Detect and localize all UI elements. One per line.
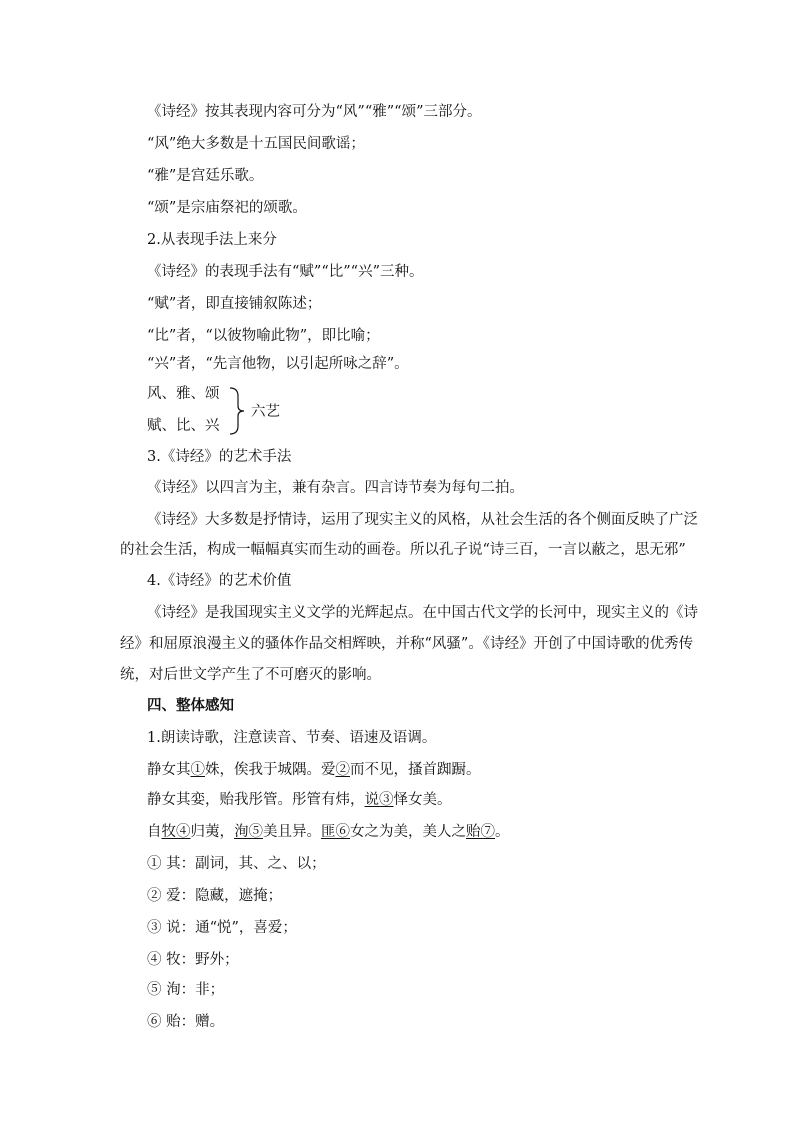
annotation-item: ② 爱：隐藏，遮掩； [147, 888, 283, 904]
section-heading: 4.《诗经》的艺术价值 [147, 573, 292, 589]
annotation-item: ③ 说：通“悦”，喜爱； [147, 920, 297, 936]
text-line: 《诗经》按其表现内容可分为“风”“雅”“颂”三部分。 [147, 104, 482, 120]
text-line: “兴”者，“先言他物，以引起所咏之辞”。 [147, 356, 409, 372]
text-line: “雅”是宫廷乐歌。 [147, 168, 264, 184]
section-heading: 3.《诗经》的艺术手法 [147, 449, 292, 465]
text-line: 《诗经》的表现手法有“赋”“比”“兴”三种。 [147, 264, 424, 280]
annotation-item: ⑥ 贻：赠。 [147, 1014, 225, 1030]
text-line: 《诗经》大多数是抒情诗，运用了现实主义的风格，从社会生活的各个侧面反映了广泛 [147, 512, 698, 528]
brace-item: 赋、比、兴 [147, 418, 220, 434]
annotation-item: ⑤ 洵：非； [147, 982, 225, 998]
poem-line: 自牧④归荑，洵⑤美且异。匪⑥女之为美，美人之贻⑦。 [147, 824, 510, 840]
poem-line: 静女其娈，贻我彤管。彤管有炜，说③怿女美。 [147, 792, 452, 808]
text-line: 1.朗读诗歌，注意读音、节奏、语速及语调。 [147, 730, 437, 746]
curly-brace-icon [228, 386, 248, 436]
section-heading: 四、整体感知 [147, 697, 234, 714]
brace-label: 六艺 [251, 404, 280, 420]
annotation-item: ④ 牧：野外； [147, 952, 239, 968]
text-line: 经》和屈原浪漫主义的骚体作品交相辉映，并称“风骚”。《诗经》开创了中国诗歌的优秀传 [120, 636, 694, 652]
brace-item: 风、雅、颂 [147, 386, 220, 402]
poem-line: 静女其①姝，俟我于城隅。爱②而不见，搔首踟蹰。 [147, 762, 481, 778]
section-heading: 2.从表现手法上来分 [147, 232, 277, 248]
text-line: 《诗经》是我国现实主义文学的光辉起点。在中国古代文学的长河中，现实主义的《诗 [147, 605, 698, 621]
text-line: “颂”是宗庙祭祀的颂歌。 [147, 200, 307, 216]
text-line: 《诗经》以四言为主，兼有杂言。四言诗节奏为每句二拍。 [147, 480, 524, 496]
text-line: “赋”者，即直接铺叙陈述； [147, 296, 322, 312]
text-line: 统，对后世文学产生了不可磨灭的影响。 [120, 667, 381, 683]
text-line: 的社会生活，构成一幅幅真实而生动的画卷。所以孔子说“诗三百，一言以蔽之，思无邪” [120, 542, 686, 558]
annotation-item: ① 其：副词，其、之、以； [147, 856, 326, 872]
text-line: “风”绝大多数是十五国民间歌谣； [147, 136, 365, 152]
text-line: “比”者，“以彼物喻此物”，即比喻； [147, 328, 380, 344]
